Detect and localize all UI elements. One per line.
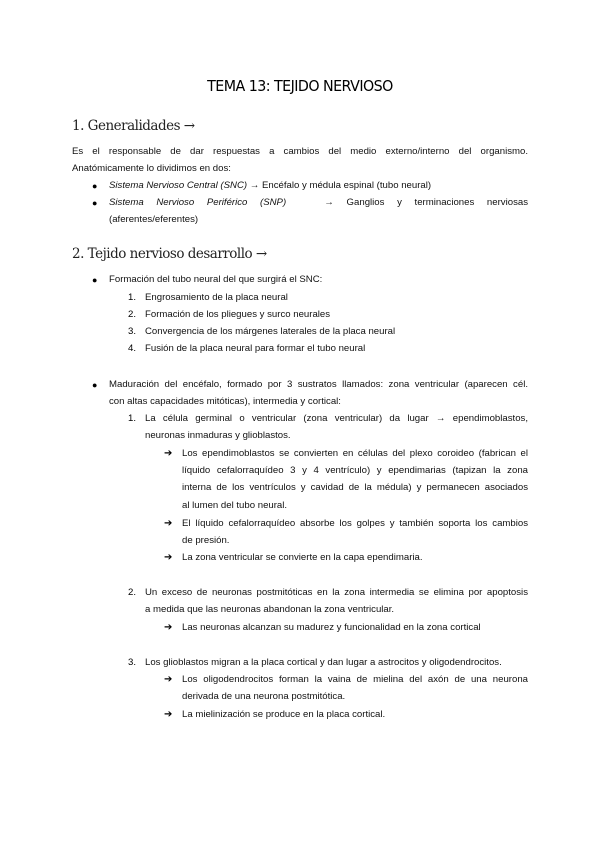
s2-arrow-2-line-2: de presión. [182, 535, 230, 546]
s2-arrow-4-line-1: Las neuronas alcanzan su madurez y funcionalidad en la zona cortical [182, 622, 481, 633]
s1-bullet-2 [109, 197, 528, 209]
s2-list1-item-3: Convergencia de los márgenes laterales de la placa neural [145, 326, 396, 337]
s2-list1-item-1: Engrosamiento de la placa neural [145, 292, 288, 303]
s2-item-1-line-1: La célula germinal o ventricular (zona ventricular) da lugar → ependimoblastos, [145, 413, 528, 424]
s1-bullet-1-em: Sistema Nervioso Central (SNC) [109, 180, 248, 191]
s2-arrow-1-line-3: interna de los ventrículos y cavidad de la médula) y permanecen asociados [182, 482, 528, 493]
s1-bullet-1-rest: → Encéfalo y médula espinal (tubo neural) [247, 180, 432, 191]
s1-intro-line-2: Anatómicamente lo dividimos en dos: [72, 163, 231, 174]
s2-arrow-2-line-1: El líquido cefalorraquídeo absorbe los golpes y también soporta los cambios [182, 518, 528, 529]
s2-arrow-5-line-2: derivada de una neurona postmitótica. [182, 691, 346, 702]
arrow-bullet-icon: ➔ [164, 674, 173, 685]
s2-paragraph-2-line-2: con altas capacidades mitóticas), intermedia y cortical: [109, 396, 341, 407]
document-title: TEMA 13: TEJIDO NERVIOSO [207, 77, 393, 95]
s2-item-3-line-1: Los glioblastos migran a la placa cortical y dan lugar a astrocitos y oligodendrocitos. [145, 657, 502, 668]
s2-paragraph-1: Formación del tubo neural del que surgirá el SNC: [109, 274, 323, 285]
bullet-icon: ● [92, 181, 98, 191]
list-number: 2. [128, 587, 137, 598]
s2-item-2-line-2: a medida que las neuronas abandonan la zona ventricular. [145, 604, 395, 615]
list-number: 1. [128, 292, 137, 303]
s2-arrow-6-line-1: La mielinización se produce en la placa cortical. [182, 709, 386, 720]
s2-item-2-line-1: Un exceso de neuronas postmitóticas en la zona intermedia se elimina por apoptosis [145, 587, 528, 598]
s2-arrow-1-line-2: líquido cefalorraquídeo 3 y 4 ventrículo) y ependimarias (tapizan la zona [182, 465, 528, 476]
list-number: 2. [128, 309, 137, 320]
s2-arrow-5-line-1: Los oligodendrocitos forman la vaina de mielina del axón de una neurona [182, 674, 528, 685]
arrow-bullet-icon: ➔ [164, 622, 173, 633]
arrow-bullet-icon: ➔ [164, 552, 173, 563]
s2-arrow-3-line-1: La zona ventricular se convierte en la capa ependimaria. [182, 552, 423, 563]
s2-arrow-1-line-4: al lumen del tubo neural. [182, 500, 288, 511]
s1-bullet-2-line-2: (aferentes/eferentes) [109, 214, 199, 225]
bullet-icon: ● [92, 275, 98, 285]
s1-bullet-2-rest: → Ganglios y terminaciones nerviosas [324, 197, 528, 208]
s1-intro-line-1: Es el responsable de dar respuestas a cambios del medio externo/interno del organismo. [72, 146, 528, 157]
s2-list1-item-4: Fusión de la placa neural para formar el tubo neural [145, 343, 366, 354]
s1-bullet-2-em: Sistema Nervioso Periférico (SNP) [109, 197, 287, 208]
arrow-bullet-icon: ➔ [164, 518, 173, 529]
s2-paragraph-2-line-1: Maduración del encéfalo, formado por 3 sustratos llamados: zona ventricular (aparecen cél. [109, 379, 528, 390]
list-number: 3. [128, 657, 137, 668]
bullet-icon: ● [92, 198, 98, 208]
section-2-heading: 2. Tejido nervioso desarrollo → [72, 246, 267, 262]
arrow-bullet-icon: ➔ [164, 709, 173, 720]
list-number: 1. [128, 413, 137, 424]
s2-item-1-line-2: neuronas inmaduras y glioblastos. [145, 430, 291, 441]
bullet-icon: ● [92, 380, 98, 390]
s2-arrow-1-line-1: Los ependimoblastos se convierten en células del plexo coroideo (fabrican el [182, 448, 528, 459]
arrow-bullet-icon: ➔ [164, 448, 173, 459]
s1-bullet-1 [109, 180, 431, 192]
s2-list1-item-2: Formación de los pliegues y surco neurales [145, 309, 331, 320]
list-number: 4. [128, 343, 137, 354]
list-number: 3. [128, 326, 137, 337]
section-1-heading: 1. Generalidades → [72, 118, 195, 134]
